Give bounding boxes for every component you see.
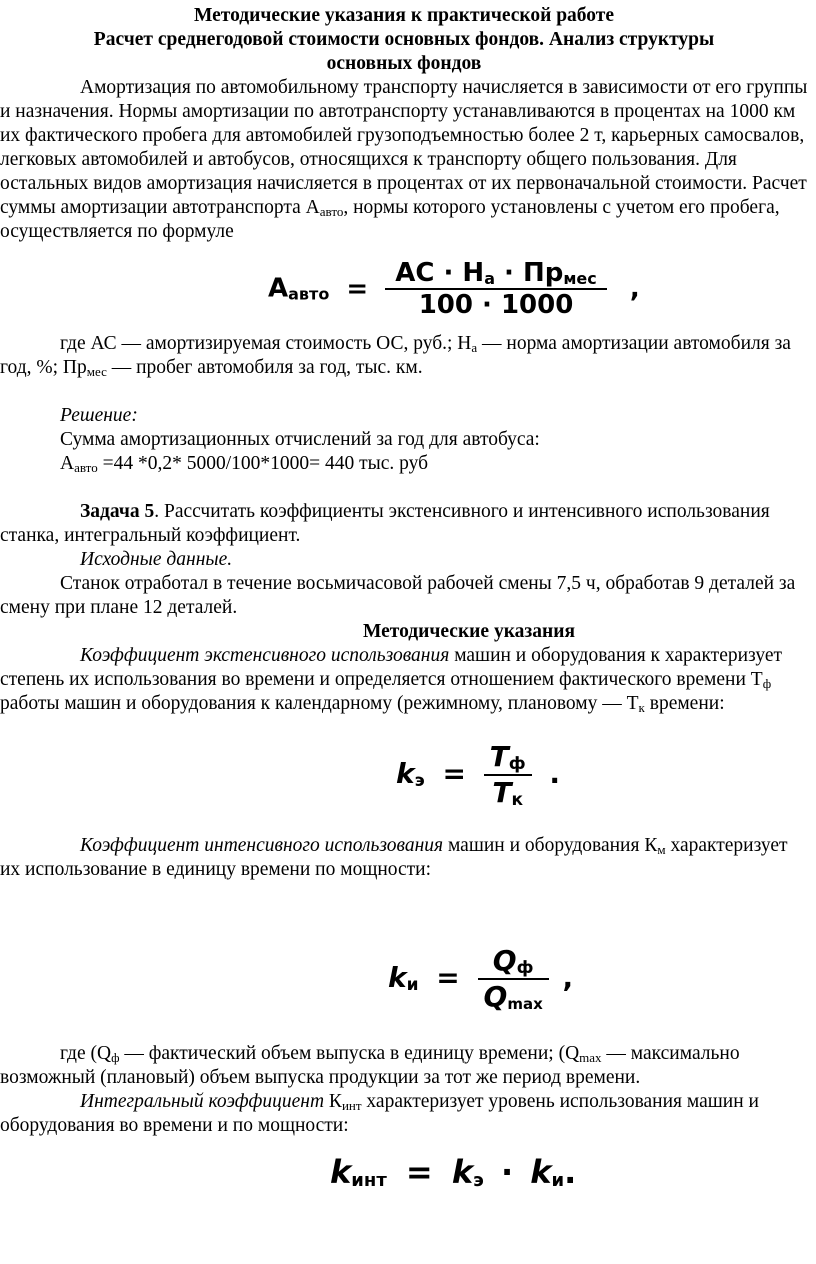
f4-b: k bbox=[530, 1153, 552, 1191]
f4-a: k bbox=[451, 1153, 474, 1191]
integral-text-a: К bbox=[324, 1091, 342, 1112]
where2-b: — фактический объем выпуска в единицу времени; (Q bbox=[119, 1043, 580, 1064]
ext-term: Коэффициент экстенсивного использования bbox=[80, 645, 450, 666]
f3-fraction bbox=[478, 944, 549, 1014]
formula1-fraction bbox=[385, 258, 607, 320]
integral-sub: инт bbox=[341, 1098, 362, 1113]
ext-text-b: работы машин и оборудования к календарному (режимному, плановому — Т bbox=[0, 693, 639, 714]
f3-lhs: k bbox=[388, 961, 407, 994]
f3-tail: , bbox=[562, 961, 574, 994]
task5-text: . Рассчитать коэффициенты экстенсивного и интенсивного использования станка, интегральный коэффициент. bbox=[0, 501, 770, 546]
where1-b: — норма амортизации автомобиля за год, %; Пр bbox=[0, 333, 791, 378]
formula1-lhs: А bbox=[268, 273, 289, 304]
ext-text-a: машин и оборудования к характеризует степень их использования во времени и определяется отношением фактического времени Т bbox=[0, 645, 782, 690]
f4-tail: . bbox=[564, 1153, 577, 1191]
ext-text-c: времени: bbox=[644, 693, 725, 714]
f3-den-sub: max bbox=[507, 995, 543, 1013]
f4-b-sub: и bbox=[551, 1170, 565, 1191]
ext-sub-k: к bbox=[638, 700, 645, 715]
method-heading: Методические указания bbox=[362, 621, 575, 642]
f3-den: Q bbox=[483, 980, 508, 1013]
formula-kint bbox=[0, 1138, 816, 1208]
where2-a: где (Q bbox=[60, 1043, 112, 1064]
document-page bbox=[0, 4, 816, 1208]
doc-title-line3: основных фондов bbox=[326, 53, 482, 74]
formula-amortization bbox=[0, 244, 816, 332]
intro-paragraph bbox=[0, 76, 816, 244]
f4-a-sub: э bbox=[473, 1170, 484, 1191]
f2-lhs: k bbox=[396, 757, 415, 790]
f2-den-sub: к bbox=[511, 790, 523, 810]
solution-line2-sub: авто bbox=[74, 460, 98, 475]
formula1-den: 100 · 1000 bbox=[418, 290, 574, 320]
where2-paragraph bbox=[0, 1042, 816, 1090]
task5-given-text: Станок отработал в течение восьмичасовой рабочей смены 7,5 ч, обработав 9 деталей за смену при плане 12 деталей. bbox=[0, 573, 796, 618]
formula1-num-b: · Пр bbox=[494, 258, 564, 288]
ext-sub-f: ф bbox=[762, 676, 772, 691]
ext-paragraph bbox=[0, 644, 816, 716]
f4-lhs: k bbox=[330, 1153, 352, 1191]
solution-line2 bbox=[0, 452, 816, 476]
f2-tail: . bbox=[549, 757, 561, 790]
task5-given-label: Исходные данные. bbox=[80, 549, 233, 570]
intro-sub: авто bbox=[319, 204, 344, 219]
solution-line1: Сумма амортизационных отчислений за год для автобуса: bbox=[60, 429, 540, 450]
formula1-lhs-sub: авто bbox=[288, 284, 330, 304]
f4-eq: = bbox=[405, 1153, 433, 1191]
int-paragraph bbox=[0, 834, 816, 882]
int-text-a: машин и оборудования К bbox=[443, 835, 658, 856]
solution-line2-a: А bbox=[60, 453, 75, 474]
f4-dot: · bbox=[500, 1153, 514, 1191]
int-text-b: характеризует их использование в единицу времени по мощности: bbox=[0, 835, 788, 880]
task5-paragraph bbox=[0, 500, 816, 548]
task5-label: Задача 5 bbox=[80, 501, 155, 522]
f4-lhs-sub: инт bbox=[351, 1170, 387, 1191]
formula-ki: $k_и$ = $\frac{Q_ф}{Q_{max}}$ , bbox=[388, 944, 574, 1013]
f3-num: Q bbox=[492, 944, 517, 977]
f2-den: T bbox=[492, 776, 512, 809]
where2-sub2: max bbox=[579, 1050, 602, 1065]
formula1-num-a-sub: а bbox=[484, 269, 495, 288]
formula-ke: $k_э$ = $\frac{T_ф}{T_к}$ . bbox=[396, 740, 561, 810]
integral-term: Интегральный коэффициент bbox=[80, 1091, 325, 1112]
intro-text: Амортизация по автомобильному транспорту начисляется в зависимости от его группы и назначения. Нормы амортизации по автотранспорту устанавливаются в процентах на 1000 км их фактического пробега для автомобилей грузоподъемностью более 2 т, карьерных самосвалов, легковых автомобилей и автобусов, относящихся к транспорту общего пользования. Для остальных видов амортизация начисляется в процентах от их первоначальной стоимости. Расчет суммы амортизации автотранспорта А bbox=[0, 77, 808, 218]
integral-text-b: характеризует уровень использования машин и оборудования во времени и по мощности: bbox=[0, 1091, 759, 1136]
formula1-eq: = bbox=[346, 273, 369, 304]
doc-title-line1: Методические указания к практической работе bbox=[193, 5, 615, 26]
where1-a: где АС — амортизируемая стоимость ОС, руб.; Н bbox=[60, 333, 472, 354]
doc-title-line2: Расчет среднегодовой стоимости основных фондов. Анализ структуры bbox=[93, 29, 715, 50]
f2-lhs-sub: э bbox=[414, 771, 425, 791]
solution-label: Решение: bbox=[60, 405, 138, 426]
f2-num-sub: ф bbox=[508, 754, 526, 774]
f3-num-sub: ф bbox=[516, 958, 534, 978]
where1-b-sub: мес bbox=[86, 364, 107, 379]
int-sub: м bbox=[657, 842, 666, 857]
where1-a-sub: а bbox=[471, 340, 478, 355]
formula1-num-a: АС · Н bbox=[395, 258, 485, 288]
int-term: Коэффициент интенсивного использования bbox=[80, 835, 444, 856]
where1-c: — пробег автомобиля за год, тыс. км. bbox=[106, 357, 423, 378]
integral-paragraph bbox=[0, 1090, 816, 1138]
where2-c: — максимально возможный (плановый) объем выпуска продукции за тот же период времени. bbox=[0, 1043, 740, 1088]
formula1-tail: , bbox=[629, 273, 640, 304]
f2-fraction bbox=[484, 740, 532, 810]
f2-num: T bbox=[489, 740, 509, 773]
formula1-num-b-sub: мес bbox=[563, 269, 597, 288]
f3-lhs-sub: и bbox=[406, 975, 419, 995]
solution-line2-b: =44 *0,2* 5000/100*1000= 440 тыс. руб bbox=[97, 453, 429, 474]
intro-text-end: , нормы которого установлены с учетом его пробега, осуществляется по формуле bbox=[0, 197, 780, 242]
where1-paragraph bbox=[0, 332, 816, 380]
where2-sub1: ф bbox=[111, 1050, 120, 1065]
